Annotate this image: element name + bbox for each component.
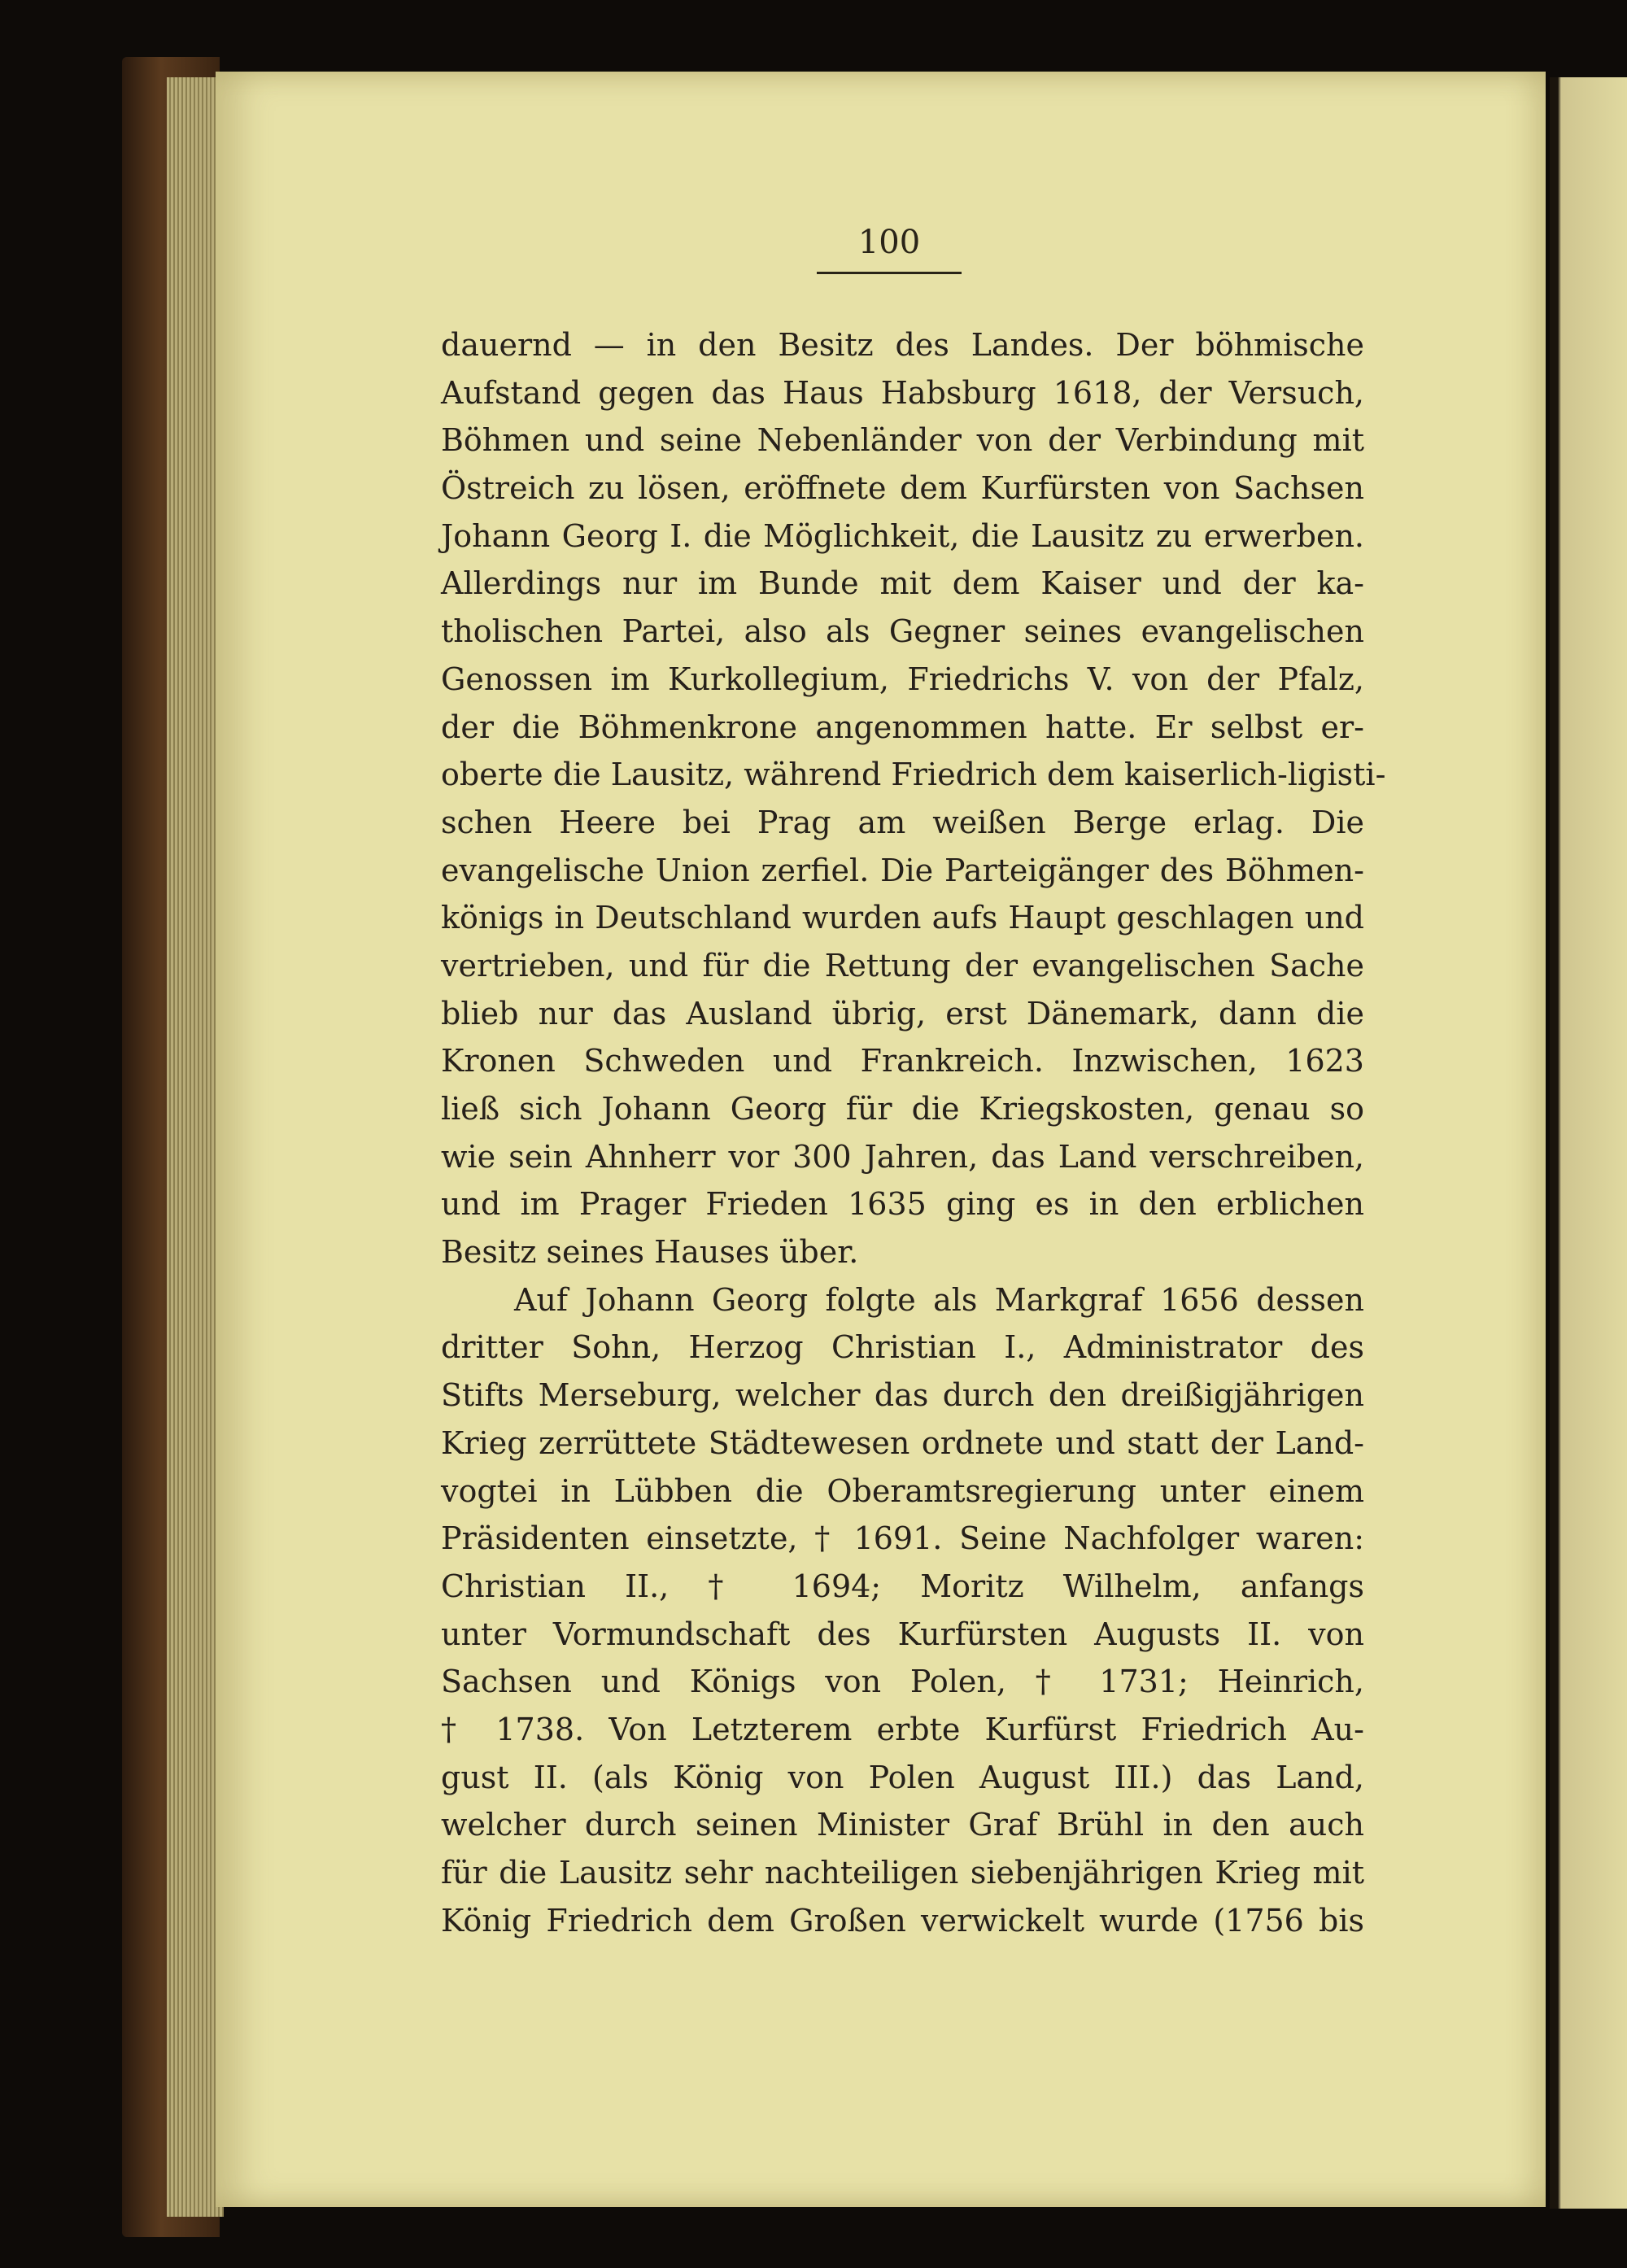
text-line: blieb nur das Ausland übrig, erst Dänemark, dann die bbox=[441, 995, 1364, 1032]
text-line: evangelische Union zerfiel. Die Parteigänger des Böhmen- bbox=[441, 852, 1364, 888]
facing-page-edge bbox=[1550, 77, 1627, 2209]
text-line: tholischen Partei, also als Gegner seines evangelischen bbox=[441, 613, 1364, 650]
text-line: Auf Johann Georg folgte als Markgraf 1656 dessen bbox=[514, 1281, 1364, 1318]
text-line: oberte die Lausitz, während Friedrich dem kaiserlich-ligisti- bbox=[441, 757, 1386, 793]
text-line: Stifts Merseburg, welcher das durch den dreißigjährigen bbox=[441, 1377, 1364, 1414]
text-line: Johann Georg I. die Möglichkeit, die Lausitz zu erwerben. bbox=[441, 517, 1364, 554]
text-line: dritter Sohn, Herzog Christian I., Administrator des bbox=[441, 1329, 1364, 1366]
text-line: gust II. (als König von Polen August III.) das Land, bbox=[441, 1759, 1364, 1795]
text-line: † 1738. Von Letzterem erbte Kurfürst Friedrich Au- bbox=[441, 1711, 1364, 1747]
body-text bbox=[441, 321, 1386, 1944]
text-line: vertrieben, und für die Rettung der evangelischen Sache bbox=[441, 947, 1364, 984]
text-line: und im Prager Frieden 1635 ging es in den erblichen bbox=[441, 1186, 1364, 1223]
text-line: Östreich zu lösen, eröffnete dem Kurfürsten von Sachsen bbox=[441, 470, 1364, 507]
text-line: vogtei in Lübben die Oberamtsregierung unter einem bbox=[441, 1472, 1364, 1509]
text-line: Krieg zerrüttete Städtewesen ordnete und statt der Land- bbox=[441, 1424, 1364, 1461]
text-line: Böhmen und seine Nebenländer von der Verbindung mit bbox=[441, 422, 1364, 459]
text-line: schen Heere bei Prag am weißen Berge erlag. Die bbox=[441, 804, 1364, 840]
text-line: für die Lausitz sehr nachteiligen siebenjährigen Krieg mit bbox=[441, 1855, 1364, 1891]
text-line: Allerdings nur im Bunde mit dem Kaiser und der ka- bbox=[441, 565, 1364, 602]
text-line: unter Vormundschaft des Kurfürsten Augusts II. von bbox=[441, 1616, 1364, 1652]
header-rule bbox=[817, 272, 962, 274]
text-line: Kronen Schweden und Frankreich. Inzwischen, 1623 bbox=[441, 1043, 1364, 1079]
text-line: König Friedrich dem Großen verwickelt wurde (1756 bis bbox=[441, 1902, 1364, 1939]
text-line: ließ sich Johann Georg für die Kriegskosten, genau so bbox=[441, 1091, 1364, 1127]
text-line: Sachsen und Königs von Polen, † 1731; Heinrich, bbox=[441, 1664, 1364, 1700]
text-line: dauernd — in den Besitz des Landes. Der böhmische bbox=[441, 327, 1364, 363]
text-line: Aufstand gegen das Haus Habsburg 1618, der Versuch, bbox=[441, 374, 1364, 411]
text-line: wie sein Ahnherr vor 300 Jahren, das Land verschreiben, bbox=[441, 1138, 1364, 1175]
text-line: Genossen im Kurkollegium, Friedrichs V. von der Pfalz, bbox=[441, 661, 1364, 697]
text-line: Besitz seines Hauses über. bbox=[441, 1234, 859, 1271]
text-line: welcher durch seinen Minister Graf Brühl in den auch bbox=[441, 1807, 1364, 1843]
text-line: Christian II., † 1694; Moritz Wilhelm, anfangs bbox=[441, 1568, 1364, 1604]
page-number: 100 bbox=[857, 224, 921, 261]
text-line: der die Böhmenkrone angenommen hatte. Er selbst er- bbox=[441, 709, 1364, 745]
text-line: königs in Deutschland wurden aufs Haupt geschlagen und bbox=[441, 900, 1364, 936]
text-line: Präsidenten einsetzte, † 1691. Seine Nachfolger waren: bbox=[441, 1520, 1364, 1557]
